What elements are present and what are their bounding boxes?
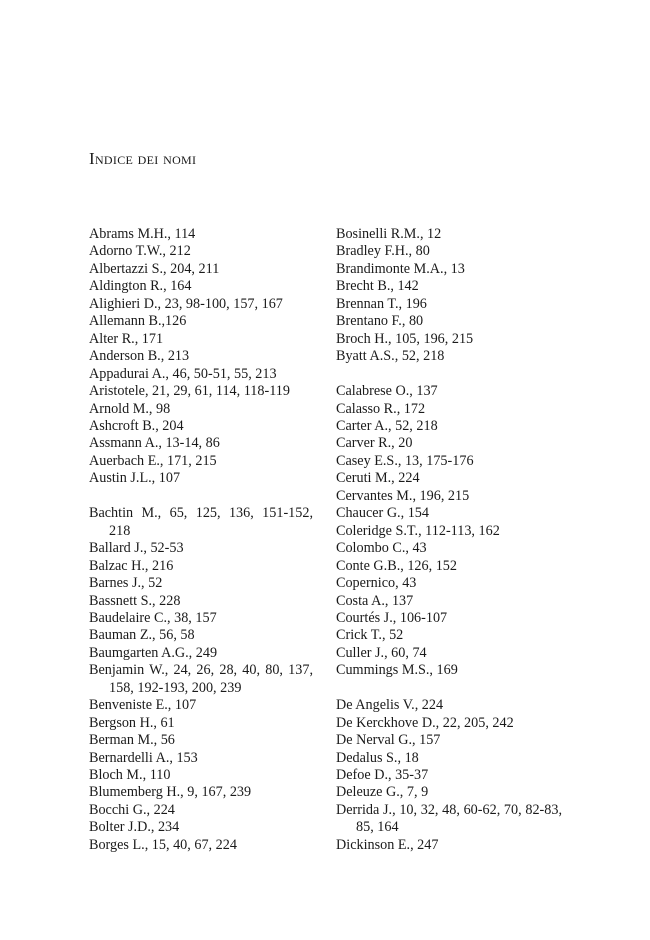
index-entry: Cummings M.S., 169 (336, 662, 458, 679)
index-entry: Borges L., 15, 40, 67, 224 (89, 836, 237, 853)
index-entry: Cervantes M., 196, 215 (336, 487, 470, 504)
index-entry: Byatt A.S., 52, 218 (336, 348, 445, 365)
index-entry: Calasso R., 172 (336, 400, 426, 417)
index-entry: Dedalus S., 18 (336, 749, 419, 766)
index-entry: Berman M., 56 (89, 732, 175, 749)
index-entry: Culler J., 60, 74 (336, 644, 427, 661)
index-column-left (89, 226, 313, 854)
index-entry: Aldington R., 164 (89, 278, 192, 295)
index-entry: Bosinelli R.M., 12 (336, 226, 442, 242)
index-entry: Ceruti M., 224 (336, 470, 420, 487)
index-entry: Arnold M., 98 (89, 400, 171, 417)
index-entry: Broch H., 105, 196, 215 (336, 330, 474, 347)
index-entry: De Angelis V., 224 (336, 697, 444, 714)
index-entry: Bernardelli A., 153 (89, 749, 198, 766)
index-entry: Bachtin M., 65, 125, 136, 151-152, 218 (89, 505, 313, 539)
index-entry: Abrams M.H., 114 (89, 226, 196, 242)
index-entry: Derrida J., 10, 32, 48, 60-62, 70, 82-83, 85, 164 (336, 801, 562, 836)
index-entry: Bergson H., 61 (89, 714, 175, 731)
index-entry: Courtés J., 106-107 (336, 609, 448, 626)
index-entry: Brandimonte M.A., 13 (336, 260, 465, 277)
index-entry: Aristotele, 21, 29, 61, 114, 118-119 (89, 383, 290, 400)
index-entry: Benjamin W., 24, 26, 28, 40, 80, 137, 158, 192-193, 200, 239 (89, 662, 313, 696)
index-entry: Bloch M., 110 (89, 767, 171, 784)
index-entry: Barnes J., 52 (89, 575, 163, 592)
index-entry: Calabrese O., 137 (336, 383, 438, 400)
page-title: Indice dei nomi (89, 149, 197, 168)
index-entry: Ballard J., 52-53 (89, 540, 184, 557)
index-entry: Bauman Z., 56, 58 (89, 627, 195, 644)
index-entry: De Nerval G., 157 (336, 732, 441, 749)
index-entry: Appadurai A., 46, 50-51, 55, 213 (89, 365, 277, 382)
index-entry: Allemann B.,126 (89, 313, 187, 330)
index-entry: Crick T., 52 (336, 627, 404, 644)
index-entry: Baumgarten A.G., 249 (89, 644, 218, 661)
index-entry: Alighieri D., 23, 98-100, 157, 167 (89, 295, 283, 312)
index-entry: Balzac H., 216 (89, 557, 174, 574)
index-entry: Coleridge S.T., 112-113, 162 (336, 522, 500, 539)
index-entry: Defoe D., 35-37 (336, 767, 429, 784)
index-entry: Copernico, 43 (336, 575, 417, 592)
index-entry: Carver R., 20 (336, 435, 413, 452)
index-entry: Brennan T., 196 (336, 295, 427, 312)
index-entry: Brecht B., 142 (336, 278, 419, 295)
index-entry: Chaucer G., 154 (336, 505, 429, 522)
index-entry: Brentano F., 80 (336, 313, 424, 330)
letter-group-gap (336, 680, 562, 697)
index-entry: Casey E.S., 13, 175-176 (336, 452, 474, 469)
index-entry: Alter R., 171 (89, 330, 164, 347)
index-entry: Conte G.B., 126, 152 (336, 557, 457, 574)
index-entry: Baudelaire C., 38, 157 (89, 609, 217, 626)
index-entry: Adorno T.W., 212 (89, 243, 191, 260)
index-entry: Blumemberg H., 9, 167, 239 (89, 784, 252, 801)
index-entry: Dickinson E., 247 (336, 836, 439, 853)
index-entry: Austin J.L., 107 (89, 470, 181, 487)
index-entry: Bassnett S., 228 (89, 592, 181, 609)
index-column-right (336, 226, 562, 854)
letter-group-gap (89, 488, 313, 505)
index-entry: Ashcroft B., 204 (89, 417, 184, 434)
index-entry: Albertazzi S., 204, 211 (89, 260, 220, 277)
index-entry: Benveniste E., 107 (89, 697, 197, 714)
index-entry: Bradley F.H., 80 (336, 243, 430, 260)
index-entry: Carter A., 52, 218 (336, 417, 438, 434)
index-entry: De Kerckhove D., 22, 205, 242 (336, 714, 514, 731)
index-entry: Auerbach E., 171, 215 (89, 452, 217, 469)
index-entry: Colombo C., 43 (336, 540, 427, 557)
index-entry: Costa A., 137 (336, 592, 414, 609)
index-entry: Bocchi G., 224 (89, 801, 175, 818)
index-entry: Bolter J.D., 234 (89, 819, 180, 836)
index-entry: Anderson B., 213 (89, 348, 190, 365)
index-entry: Assmann A., 13-14, 86 (89, 435, 220, 452)
index-entry: Deleuze G., 7, 9 (336, 784, 429, 801)
letter-group-gap (336, 366, 562, 383)
